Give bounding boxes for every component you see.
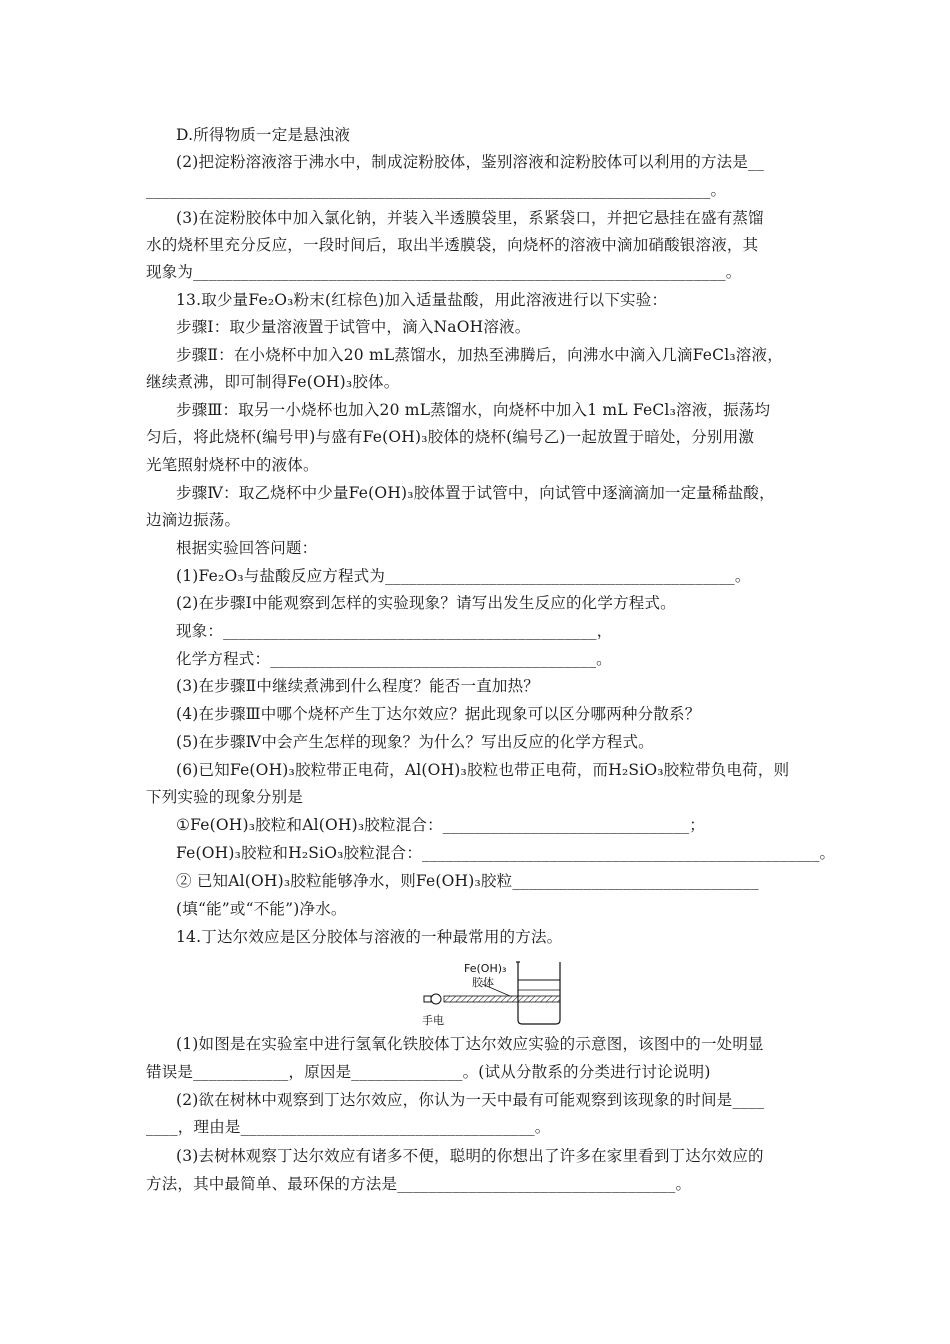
figure-label-flashlight: 手电: [422, 1014, 444, 1027]
q14-3-line1: (3)去树林观察丁达尔效应有诸多不便，聪明的你想出了许多在家里看到丁达尔效应的: [176, 1147, 764, 1165]
q13-2: (2)在步骤Ⅰ中能观察到怎样的实验现象？请写出发生反应的化学方程式。: [176, 594, 676, 612]
q13-answer-intro: 根据实验回答问题：: [176, 539, 318, 557]
q12-3-line3: 现象为___________________________________________________________________。: [146, 263, 742, 281]
q13-6-item1b: Fe(OH)₃胶粒和H₂SiO₃胶粒混合：__________________________________________________。: [176, 844, 836, 862]
q13-6-line1: (6)已知Fe(OH)₃胶粒带正电荷，Al(OH)₃胶粒也带正电荷，而H₂SiO₃胶粒带负电荷，则: [176, 761, 790, 779]
q14-stem: 14.丁达尔效应是区分胶体与溶液的一种最常用的方法。: [176, 928, 563, 946]
q14-1-line2: 错误是____________，原因是______________。(试从分散系的分类进行讨论说明): [146, 1063, 711, 1081]
tyndall-beaker-figure: [420, 958, 570, 1030]
q13-2-equation: 化学方程式：_________________________________________。: [176, 650, 612, 668]
q13-step3-line1: 步骤Ⅲ：取另一小烧杯也加入20 mL蒸馏水，向烧杯中加入1 mL FeCl₃溶液，振荡均: [176, 401, 771, 419]
q13-step1: 步骤Ⅰ：取少量溶液置于试管中，滴入NaOH溶液。: [176, 318, 531, 336]
flashlight-head: [431, 994, 441, 1004]
q14-3-line2: 方法，其中最简单、最环保的方法是___________________________________。: [146, 1175, 692, 1193]
q13-6-line2: 下列实验的现象分别是: [146, 788, 304, 806]
q13-step4-line2: 边滴边振荡。: [146, 511, 241, 529]
q14-1-line1: (1)如图是在实验室中进行氢氧化铁胶体丁达尔效应实验的示意图，该图中的一处明显: [176, 1035, 764, 1053]
q12-3-line2: 水的烧杯里充分反应，一段时间后，取出半透膜袋，向烧杯的溶液中滴加硝酸银溶液，其: [146, 236, 759, 254]
q13-step3-line3: 光笔照射烧杯中的液体。: [146, 456, 319, 474]
q13-6-item2b: (填“能”或“不能”)净水。: [176, 900, 347, 918]
figure-label-feoh3: Fe(OH)₃: [464, 962, 507, 975]
flashlight-body: [424, 996, 431, 1002]
q13-2-phenomenon: 现象：_______________________________________________，: [176, 622, 613, 640]
q13-3: (3)在步骤Ⅱ中继续煮沸到什么程度？能否一直加热？: [176, 677, 539, 695]
beaker-outline: [518, 962, 560, 1024]
q13-step2-line1: 步骤Ⅱ：在小烧杯中加入20 mL蒸馏水，加热至沸腾后，向沸水中滴入几滴FeCl₃溶液，: [176, 346, 783, 364]
q13-4: (4)在步骤Ⅲ中哪个烧杯产生丁达尔效应？据此现象可以区分哪两种分散系？: [176, 705, 701, 723]
q13-6-item1: ①Fe(OH)₃胶粒和Al(OH)₃胶粒混合：_______________________________；: [176, 816, 705, 834]
q14-2-line1: (2)欲在树林中观察到丁达尔效应，你认为一天中最有可能观察到该现象的时间是____: [176, 1091, 765, 1109]
q12-3-line1: (3)在淀粉胶体中加入氯化钠，并装入半透膜袋里，系紧袋口，并把它悬挂在盛有蒸馏: [176, 209, 764, 227]
q13-1: (1)Fe₂O₃与盐酸反应方程式为____________________________________________。: [176, 567, 751, 585]
q13-step2-line2: 继续煮沸，即可制得Fe(OH)₃胶体。: [146, 373, 400, 391]
q14-2-line2: ____，理由是_____________________________________。: [146, 1118, 551, 1136]
q13-step4-line1: 步骤Ⅳ：取乙烧杯中少量Fe(OH)₃胶体置于试管中，向试管中逐滴滴加一定量稀盐酸，: [176, 484, 775, 502]
q13-stem: 13.取少量Fe₂O₃粉末(红棕色)加入适量盐酸，用此溶液进行以下实验：: [176, 291, 668, 309]
q13-6-item2: ② 已知Al(OH)₃胶粒能够净水，则Fe(OH)₃胶粒_______________________________: [176, 872, 759, 890]
figure-label-colloid: 胶体: [472, 976, 494, 989]
option-d: D.所得物质一定是悬浊液: [176, 126, 351, 144]
q13-step3-line2: 匀后，将此烧杯(编号甲)与盛有Fe(OH)₃胶体的烧杯(编号乙)一起放置于暗处，分别用激: [146, 428, 755, 446]
q12-2-line2: _______________________________________________________________________。: [146, 181, 727, 199]
q12-2-line1: (2)把淀粉溶液溶于沸水中，制成淀粉胶体，鉴别溶液和淀粉胶体可以利用的方法是__: [176, 153, 764, 171]
q13-5: (5)在步骤Ⅳ中会产生怎样的现象？为什么？写出反应的化学方程式。: [176, 733, 654, 751]
light-beam: [444, 996, 560, 1002]
